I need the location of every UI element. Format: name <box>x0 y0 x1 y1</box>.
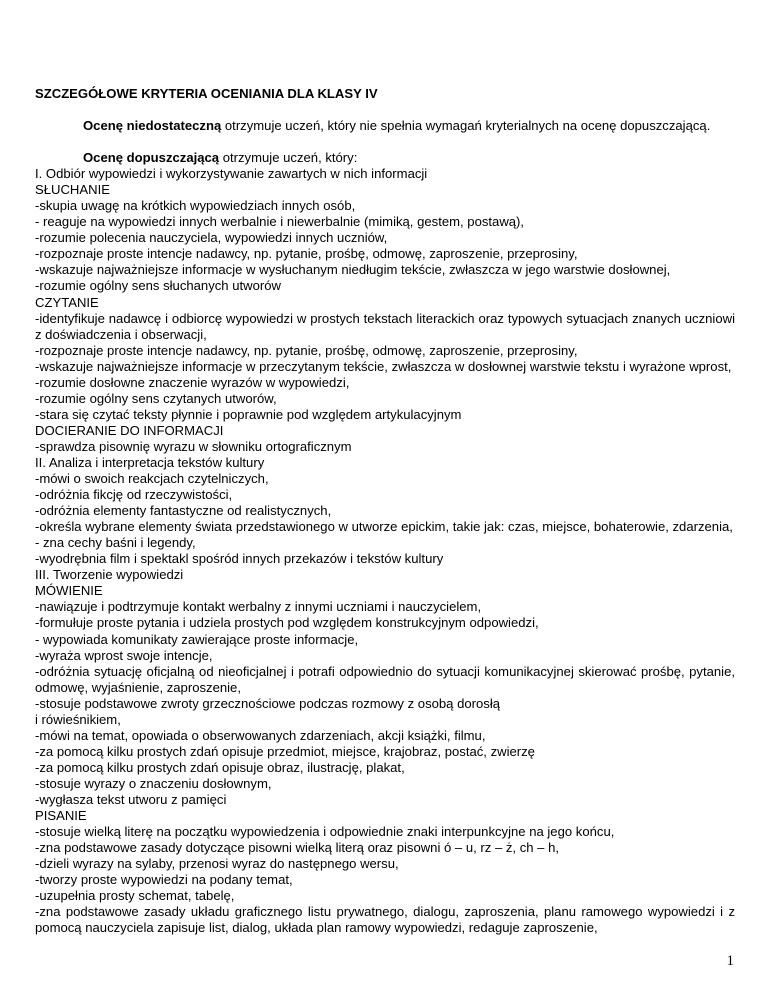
criteria-line: -stosuje wyrazy o znaczeniu dosłownym, <box>35 775 272 791</box>
document-title: SZCZEGÓŁOWE KRYTERIA OCENIANIA DLA KLASY IV <box>35 86 378 101</box>
criteria-line: -rozumie ogólny sens słuchanych utworów <box>35 278 281 294</box>
grade-pass-text: otrzymuje uczeń, który: <box>219 150 358 166</box>
criteria-line: -określa wybrane elementy świata przedstawionego w utworze epickim, takie jak: czas, miejsce, bohaterowie, zdarzenia, <box>35 519 733 535</box>
criteria-line: -za pomocą kilku prostych zdań opisuje obraz, ilustrację, plakat, <box>35 759 405 775</box>
criteria-line: -rozpoznaje proste intencje nadawcy, np. pytanie, prośbę, odmowę, zaproszenie, przeprosiny, <box>35 342 578 358</box>
criteria-line: SŁUCHANIE <box>35 182 110 198</box>
criteria-line: -stara się czytać teksty płynnie i poprawnie pod względem artykulacyjnym <box>35 406 462 422</box>
criteria-line: DOCIERANIE DO INFORMACJI <box>35 422 224 438</box>
criteria-line: -skupia uwagę na krótkich wypowiedziach innych osób, <box>35 198 356 214</box>
criteria-line: -tworzy proste wypowiedzi na podany temat, <box>35 872 293 888</box>
criteria-line: -wyodrębnia film i spektakl spośród innych przekazów i tekstów kultury <box>35 551 444 567</box>
criteria-line: -zna podstawowe zasady układu graficznego listu prywatnego, dialogu, zaproszenia, planu ramowego wypowiedzi i z pomocą nauczyciela zapisuje list, dialog, układa plan ramowy wypowiedzi, redaguje zaproszenie, <box>35 904 735 936</box>
criteria-line: -rozpoznaje proste intencje nadawcy, np. pytanie, prośbę, odmowę, zaproszenie, przeprosiny, <box>35 246 578 262</box>
criteria-line: -wskazuje najważniejsze informacje w przeczytanym tekście, zwłaszcza w dosłownej warstwie tekstu i wyrażone wprost, <box>35 358 732 374</box>
criteria-line: -sprawdza pisownię wyrazu w słowniku ortograficznym <box>35 438 352 454</box>
criteria-line: -mówi o swoich reakcjach czytelniczych, <box>35 471 269 487</box>
criteria-line: II. Analiza i interpretacja tekstów kultury <box>35 454 265 470</box>
grade-fail-text: otrzymuje uczeń, który nie spełnia wymagań kryterialnych na ocenę dopuszczającą. <box>221 118 711 134</box>
criteria-line: -za pomocą kilku prostych zdań opisuje przedmiot, miejsce, krajobraz, postać, zwierzę <box>35 743 535 759</box>
criteria-line: -zna podstawowe zasady dotyczące pisowni wielką literą oraz pisowni ó – u, rz – ż, ch – h, <box>35 840 560 856</box>
criteria-line: -identyfikuje nadawcę i odbiorcę wypowiedzi w prostych tekstach literackich oraz typowych sytuacjach znanych uczniowi z doświadczenia i obserwacji, <box>35 310 735 342</box>
criteria-line: i rówieśnikiem, <box>35 711 121 727</box>
criteria-line: -odróżnia fikcję od rzeczywistości, <box>35 487 233 503</box>
criteria-line: -uzupełnia prosty schemat, tabelę, <box>35 888 235 904</box>
criteria-line: -rozumie polecenia nauczyciela, wypowiedzi innych uczniów, <box>35 230 388 246</box>
criteria-line: PISANIE <box>35 808 87 824</box>
criteria-line: -rozumie dosłowne znaczenie wyrazów w wypowiedzi, <box>35 374 350 390</box>
page-number: 1 <box>726 953 734 969</box>
criteria-line: -stosuje podstawowe zwroty grzecznościowe podczas rozmowy z osobą dorosłą <box>35 695 501 711</box>
criteria-line: -wyraża wprost swoje intencje, <box>35 647 213 663</box>
criteria-line: -formułuje proste pytania i udziela prostych pod względem konstrukcyjnym odpowiedzi, <box>35 615 539 631</box>
criteria-list <box>35 166 735 936</box>
criteria-line: -stosuje wielką literę na początku wypowiedzenia i odpowiednie znaki interpunkcyjne na jego końcu, <box>35 824 615 840</box>
criteria-line: -wygłasza tekst utworu z pamięci <box>35 791 227 807</box>
criteria-line: MÓWIENIE <box>35 583 103 599</box>
intro-paragraph <box>35 118 735 134</box>
criteria-line: - reaguje na wypowiedzi innych werbalnie i niewerbalnie (mimiką, gestem, postawą), <box>35 214 525 230</box>
criteria-line: - zna cechy baśni i legendy, <box>35 535 196 551</box>
criteria-line: I. Odbiór wypowiedzi i wykorzystywanie zawartych w nich informacji <box>35 166 428 182</box>
criteria-line: CZYTANIE <box>35 294 99 310</box>
criteria-line: III. Tworzenie wypowiedzi <box>35 567 184 583</box>
criteria-line: -odróżnia elementy fantastyczne od realistycznych, <box>35 503 332 519</box>
document-page <box>35 86 735 936</box>
grade-pass-label: Ocenę dopuszczającą <box>83 150 220 166</box>
criteria-line: -wskazuje najważniejsze informacje w wysłuchanym niedługim tekście, zwłaszcza w jego warstwie dosłownej, <box>35 262 671 278</box>
criteria-line: -nawiązuje i podtrzymuje kontakt werbalny z innymi uczniami i nauczycielem, <box>35 599 482 615</box>
criteria-line: -odróżnia sytuację oficjalną od nieoficjalnej i potrafi odpowiednio do sytuacji komunikacyjnej skierować prośbę, pytanie, odmowę, wyjaśnienie, zaproszenie, <box>35 663 735 695</box>
grade-fail-label: Ocenę niedostateczną <box>83 118 222 134</box>
criteria-line: -dzieli wyrazy na sylaby, przenosi wyraz do następnego wersu, <box>35 856 399 872</box>
criteria-line: -rozumie ogólny sens czytanych utworów, <box>35 390 277 406</box>
grade-pass-heading <box>35 150 735 166</box>
criteria-line: -mówi na temat, opowiada o obserwowanych zdarzeniach, akcji książki, filmu, <box>35 727 486 743</box>
criteria-line: - wypowiada komunikaty zawierające proste informacje, <box>35 631 359 647</box>
